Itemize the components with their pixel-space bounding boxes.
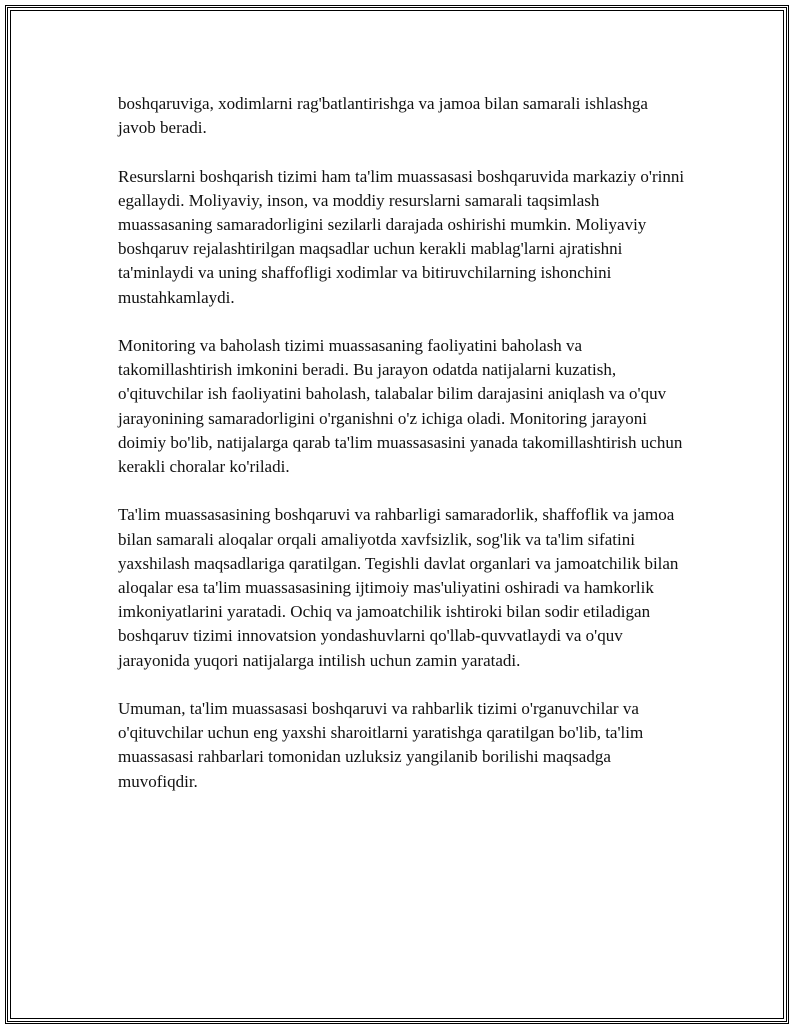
paragraph: Resurslarni boshqarish tizimi ham ta'lim muassasasi boshqaruvida markaziy o'rinni egallaydi. Moliyaviy, inson, va moddiy resurslarni samarali taqsimlash muassasaning samaradorligini sezilarli darajada oshirishi mumkin. Moliyaviy boshqaruv rejalashtirilgan maqsadlar uchun kerakli mablag'larni ajratishni ta'minlaydi va uning shaffofligi xodimlar va bitiruvchilarning ishonchini mustahkamlaydi.	[118, 166, 685, 307]
paragraph: boshqaruviga, xodimlarni rag'batlantirishga va jamoa bilan samarali ishlashga javob beradi.	[118, 94, 648, 138]
document-body	[118, 92, 688, 818]
paragraph: Ta'lim muassasasining boshqaruvi va rahbarligi samaradorlik, shaffoflik va jamoa bilan samarali aloqalar orqali amaliyotda xavfsizlik, sog'lik va ta'lim sifatini yaxshilash maqsadlariga qaratilgan. Tegishli davlat organlari va jamoatchilik bilan aloqalar esa ta'lim muassasasining ijtimoiy mas'uliyatini oshiradi va hamkorlik imkoniyatlarini yaratadi. Ochiq va jamoatchilik ishtiroki bilan sodir etiladigan boshqaruv tizimi innovatsion yondashuvlarni qo'llab-quvvatlaydi va o'quv jarayonida yuqori natijalarga intilish uchun zamin yaratadi.	[118, 505, 679, 670]
paragraph: Monitoring va baholash tizimi muassasaning faoliyatini baholash va takomillashtirish imkonini beradi. Bu jarayon odatda natijalarni kuzatish, o'qituvchilar ish faoliyatini baholash, talabalar bilim darajasini aniqlash va o'quv jarayonining samaradorligini o'rganishni o'z ichiga oladi. Monitoring jarayoni doimiy bo'lib, natijalarga qarab ta'lim muassasasini yanada takomillashtirish uchun kerakli choralar ko'riladi.	[118, 336, 683, 477]
paragraph: Umuman, ta'lim muassasasi boshqaruvi va rahbarlik tizimi o'rganuvchilar va o'qituvchilar uchun eng yaxshi sharoitlarni yaratishga qaratilgan bo'lib, ta'lim muassasasi rahbarlari tomonidan uzluksiz yangilanib borilishi maqsadga muvofiqdir.	[118, 699, 644, 791]
